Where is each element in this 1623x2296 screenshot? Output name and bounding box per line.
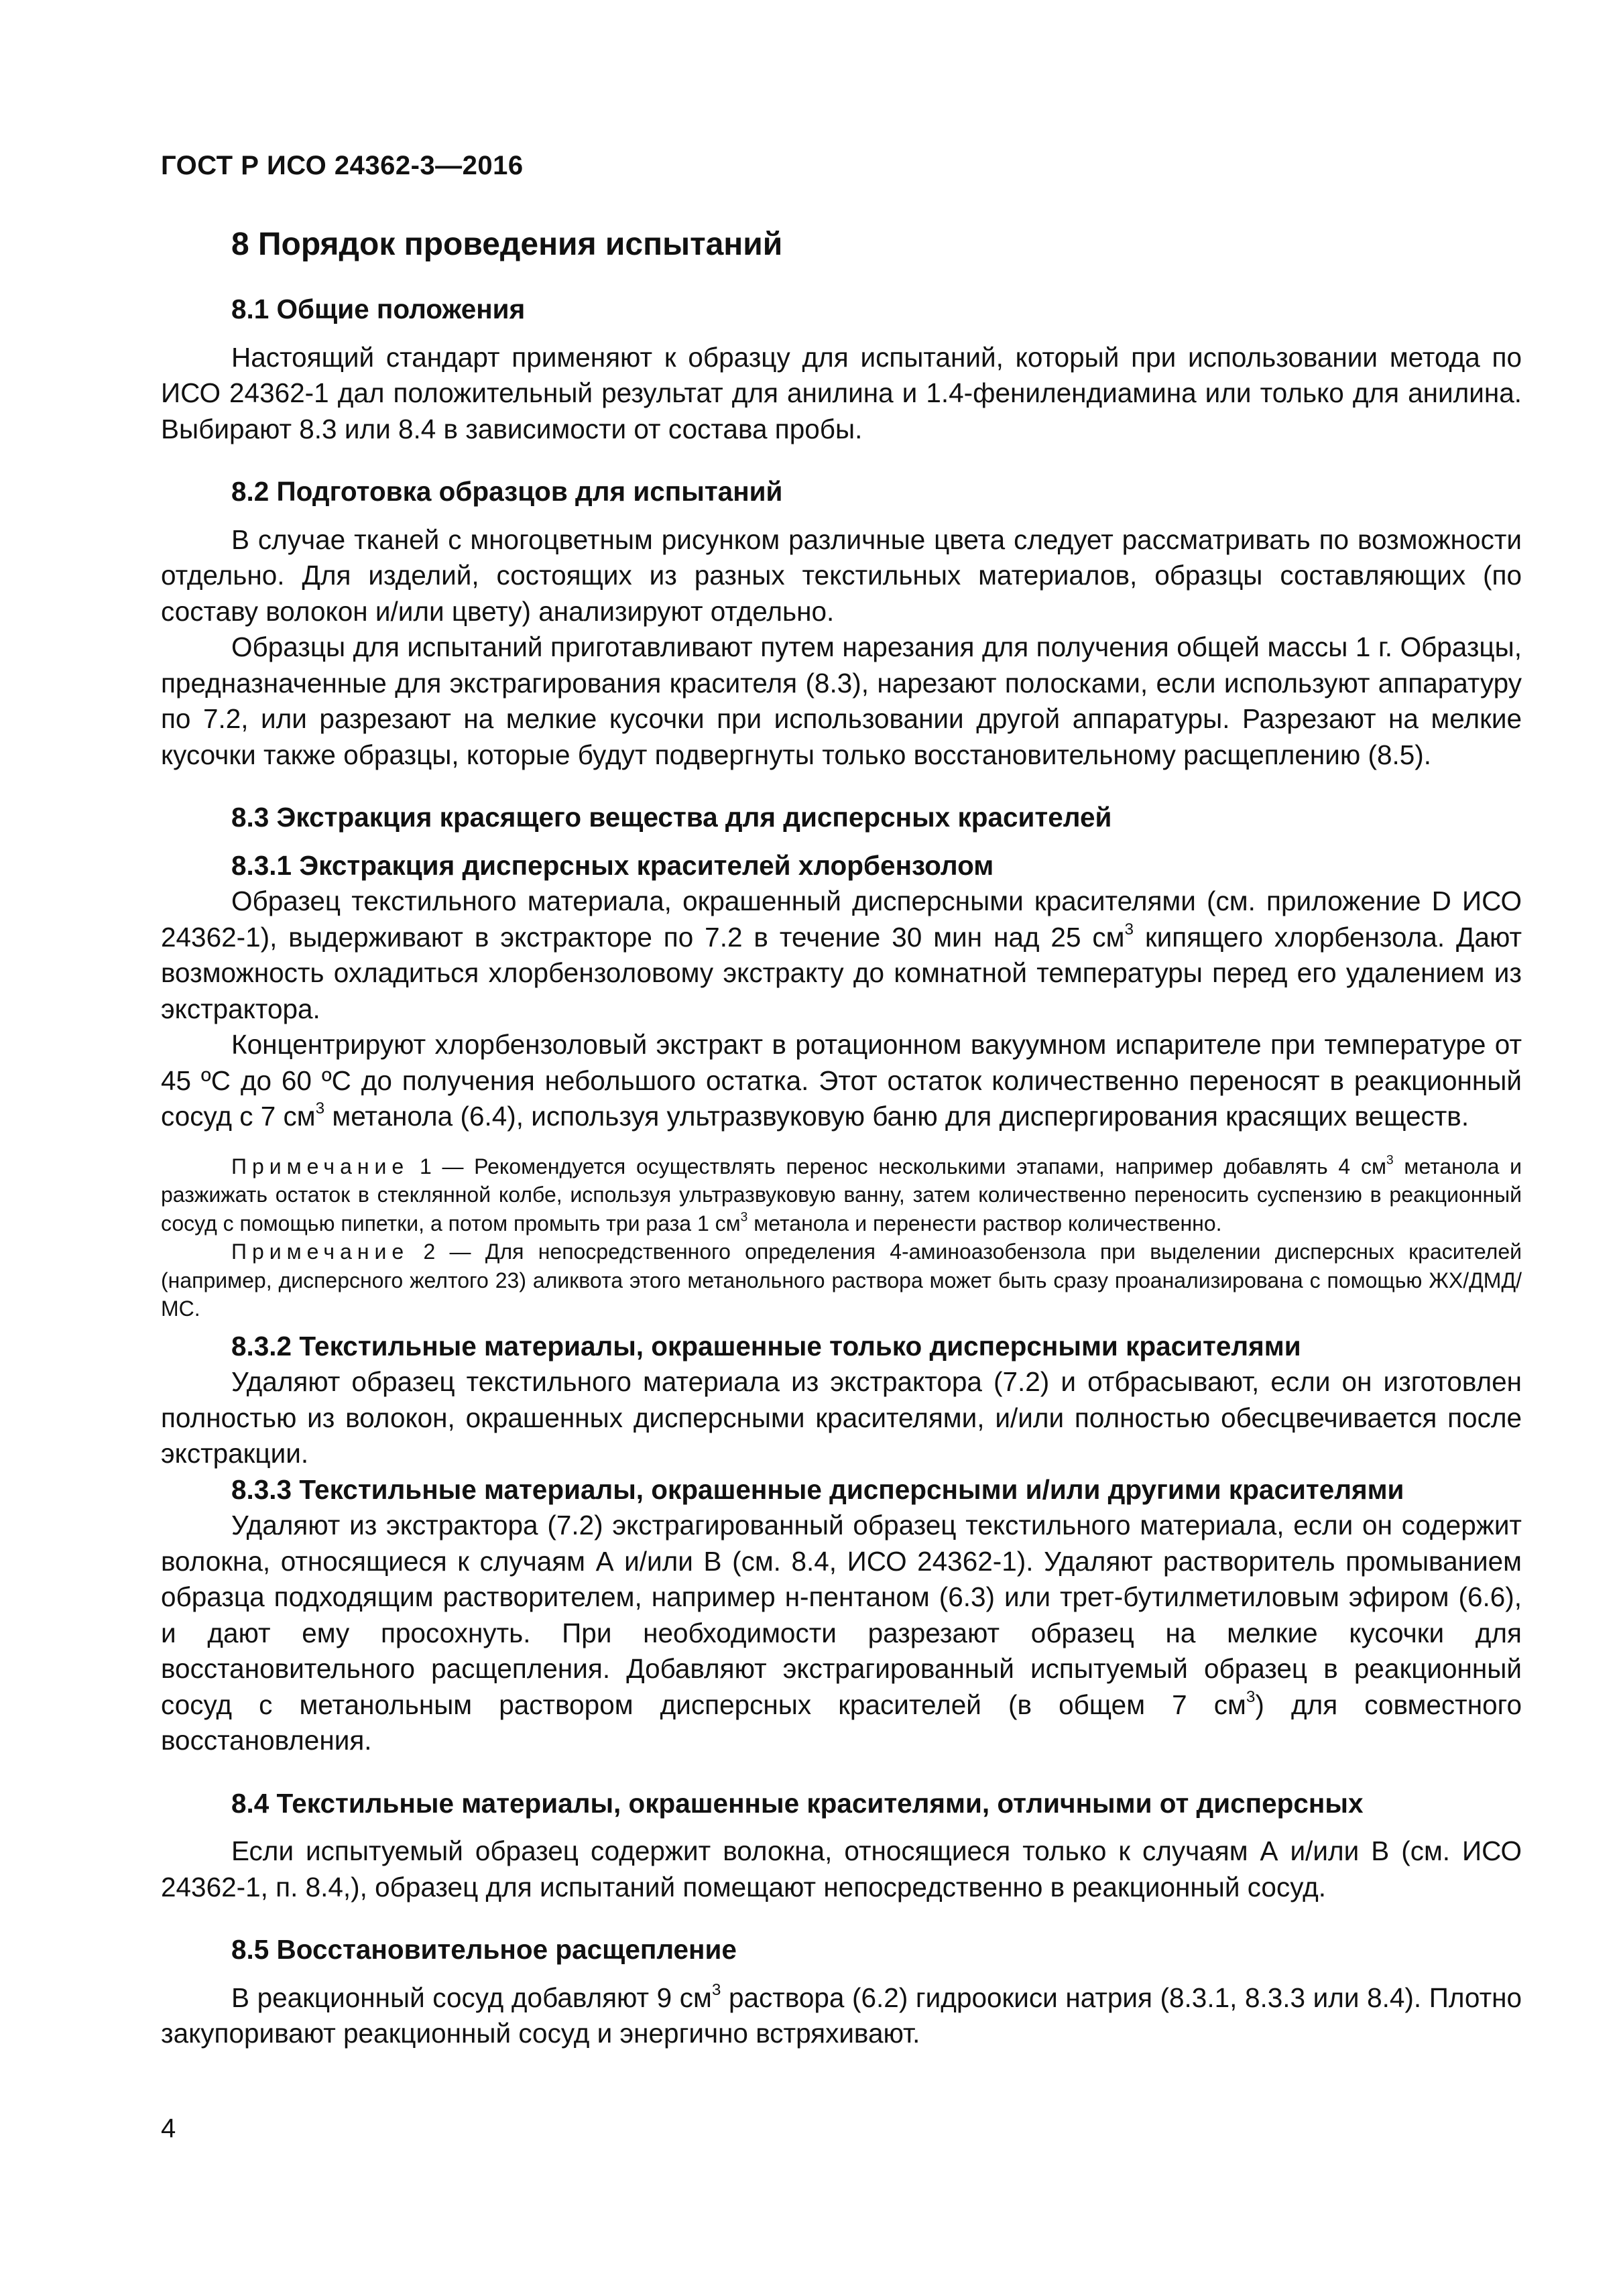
paragraph-8-3-2: Удаляют образец текстильного материала из экстрактора (7.2) и отбрасывают, если он изготовлен полностью из волокон, окрашенных дисперсными красителями, и/или полностью обесцвечивается после экстракции. [161,1366,1522,1469]
note-label: Примечание [231,1240,410,1264]
paragraph-8-3-1-2: Концентрируют хлорбензоловый экстракт в ротационном вакуумном испарителе при температуре от 45 ºС до 60 ºС до получения небольшого остатка. Этот остаток количественно переносят в реакционный сосуд с 7 $см^3$ метанола (6.4), используя ультразвуковую баню для диспергирования красящих веществ. [161,1029,1522,1132]
paragraph-8-3-3: Удаляют из экстрактора (7.2) экстрагированный образец текстильного материала, если он содержит волокна, относящиеся к случаям А и/или В (см. 8.4, ИСО 24362-1). Удаляют растворитель промыванием образца подходящим растворителем, например н-пентаном (6.3) или трет-бутилметиловым эфиром (6.6), и дают ему просохнуть. При необходимости разрезают образец на мелкие кусочки для восстановительного расщепления. Добавляют экстрагированный испытуемый образец в реакционный сосуд с метанольным раствором дисперсных красителей (в общем 7 $см^3$) для совместного восстановления. [161,1510,1522,1756]
paragraph-8-2-2: Образцы для испытаний приготавливают путем нарезания для получения общей массы 1 г. Образцы, предназначенные для экстрагирования красителя (8.3), нарезают полосками, если используют аппаратуру по 7.2, или разрезают на мелкие кусочки при использовании другой аппаратуры. Разрезают на мелкие кусочки также образцы, которые будут подвергнуты только восстановительному расщеплению (8.5). [161,631,1522,770]
heading-8-2: 8.2 Подготовка образцов для испытаний [231,476,783,507]
note-label: Примечание [231,1154,410,1179]
document-page [161,0,1522,2296]
heading-8-3: 8.3 Экстракция красящего вещества для дисперсных красителей [231,802,1112,833]
paragraph-8-3-1-1: Образец текстильного материала, окрашенный дисперсными красителями (см. приложение D ИСО 24362-1), выдерживают в экстракторе по 7.2 в течение 30 мин над 25 $см^3$ кипящего хлорбензола. Дают возможность охладиться хлорбензоловому экстракту до комнатной температуры перед его удалением из экстрактора. [161,886,1522,1024]
page-number: 4 [161,2114,176,2143]
paragraph-8-1: Настоящий стандарт применяют к образцу для испытаний, который при использовании метода по ИСО 24362-1 дал положительный результат для анилина и 1.4-фенилендиамина или только для анилина. Выбирают 8.3 или 8.4 в зависимости от состава пробы. [161,341,1522,444]
note-1: Примечание 1 — Рекомендуется осуществлять перенос несколькими этапами, например добавлять 4 $см^3$ метанола и разжижать остаток в стеклянной колбе, используя ультразвуковую ванну, затем количественно переносить суспензию в реакционный сосуд с помощью пипетки, а потом промыть три раза 1 $см^3$ метанола и перенести раствор количественно. [161,1153,1522,1235]
note-2: Примечание 2 — Для непосредственного определения 4-аминоазобензола при выделении дисперсных красителей (например, дисперсного желтого 23) аликвота этого метанольного раствора может быть сразу проанализирована с помощью ЖХ/ДМД/МС. [161,1240,1522,1321]
paragraph-8-2-1: В случае тканей с многоцветным рисунком различные цвета следует рассматривать по возможности отдельно. Для изделий, состоящих из разных текстильных материалов, образцы составляющих (по составу волокон и/или цвету) анализируют отдельно. [161,524,1522,627]
heading-8-3-2: 8.3.2 Текстильные материалы, окрашенные только дисперсными красителями [231,1330,1301,1362]
heading-8-5: 8.5 Восстановительное расщепление [231,1934,737,1965]
heading-8-1: 8.1 Общие положения [231,294,526,324]
paragraph-8-4: Если испытуемый образец содержит волокна, относящиеся только к случаям А и/или В (см. ИСО 24362-1, п. 8.4,), образец для испытаний помещают непосредственно в реакционный сосуд. [161,1835,1522,1902]
document-body [161,225,1522,2052]
heading-8-4: 8.4 Текстильные материалы, окрашенные красителями, отличными от дисперсных [231,1787,1364,1819]
document-code: ГОСТ Р ИСО 24362-3—2016 [161,151,524,180]
heading-8-3-1: 8.3.1 Экстракция дисперсных красителей хлорбензолом [231,849,994,881]
section-title: 8 Порядок проведения испытаний [231,227,783,262]
heading-8-3-3: 8.3.3 Текстильные материалы, окрашенные дисперсными и/или другими красителями [231,1473,1404,1505]
paragraph-8-5: В реакционный сосуд добавляют 9 $см^3$ раствора (6.2) гидроокиси натрия (8.3.1, 8.3.3 или 8.4). Плотно закупоривают реакционный сосуд и энергично встряхивают. [161,1980,1522,2049]
